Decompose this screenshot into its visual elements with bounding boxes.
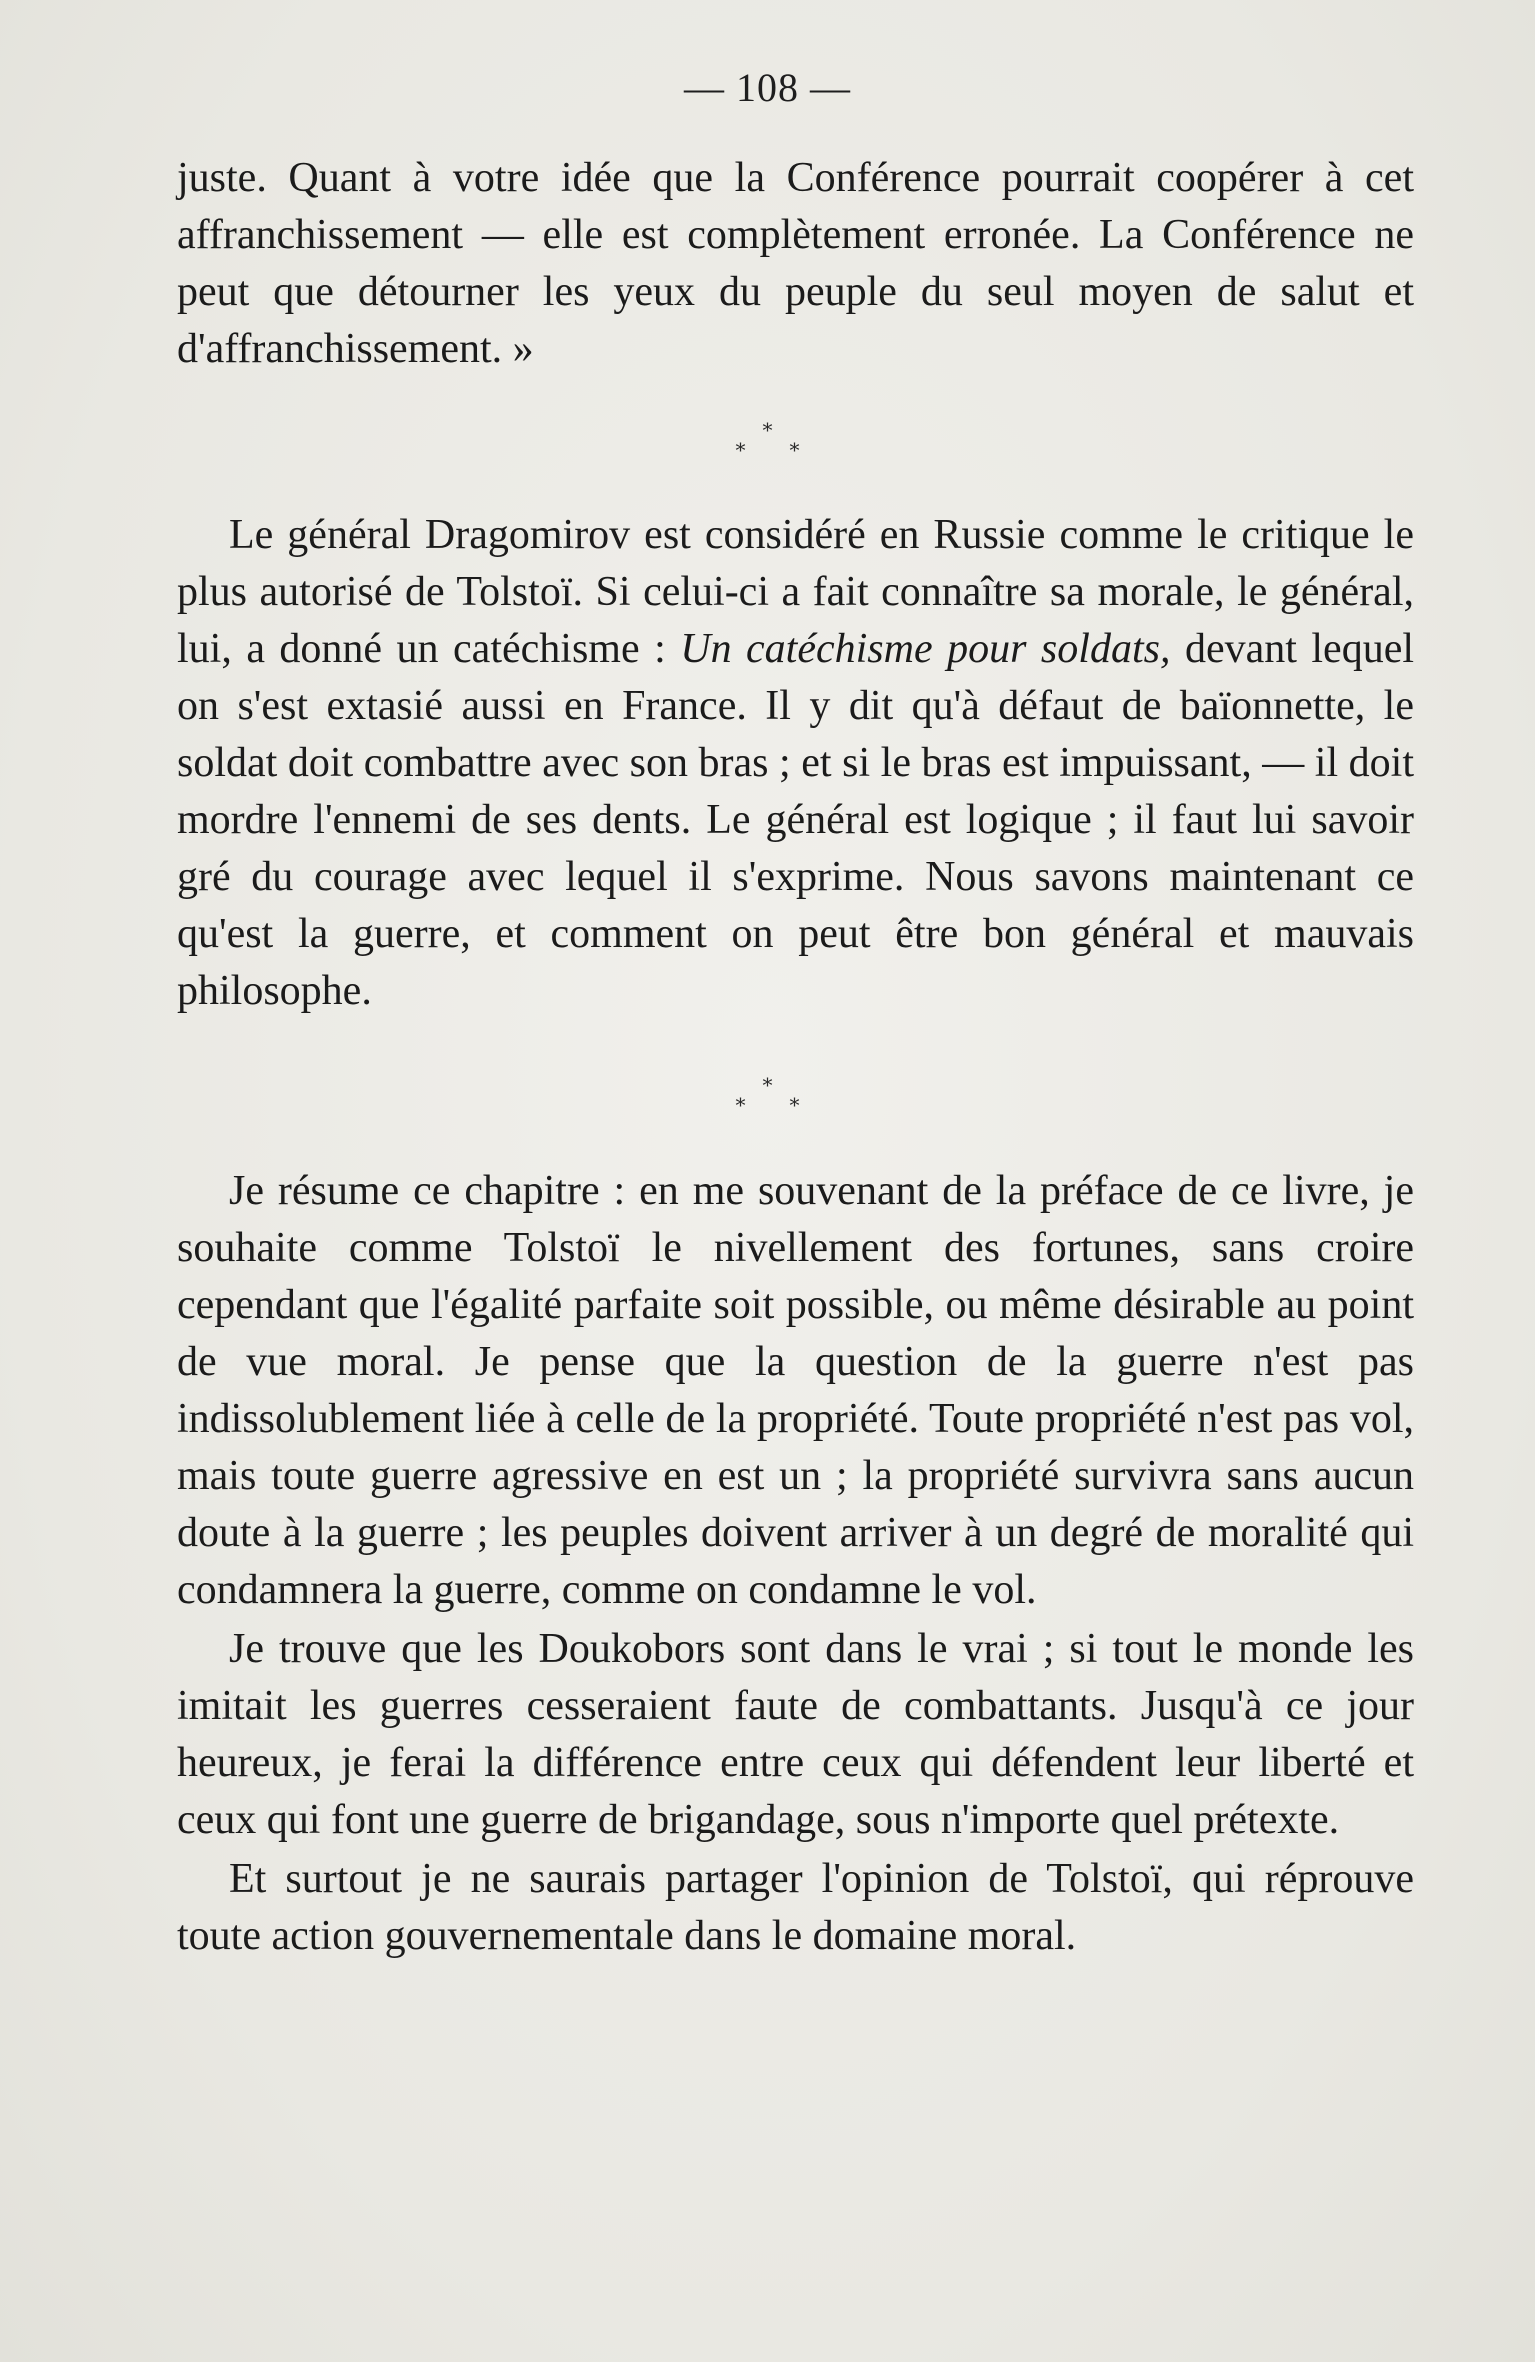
page-number: — 108 —	[684, 65, 851, 110]
text-block-1	[177, 150, 1414, 378]
asterism-star: *	[735, 1093, 790, 1117]
asterism-star: *	[762, 418, 773, 442]
paragraph: juste. Quant à votre idée que la Conférence pourrait coopérer à cet affranchissement — elle est complètement erronée. La Conférence ne peut que détourner les yeux du peuple du seul moyen de salut et d'affranchissement. »	[177, 155, 1414, 372]
paragraph-text: Le général Dragomirov est considéré en Russie comme le critique le plus autorisé de Tolstoï. Si celui-ci a fait connaître sa morale, le général, lui, a donné un catéchisme :	[177, 512, 1414, 672]
paragraph: Je résume ce chapitre : en me souvenant de la préface de ce livre, je souhaite comme Tolstoï le nivellement des fortunes, sans croire cependant que l'égalité parfaite soit possible, ou même désirable au point de vue moral. Je pense que la question de la guerre n'est pas indissolublement liée à celle de la propriété. Toute propriété n'est pas vol, mais toute guerre agressive en est un ; la propriété survivra sans aucun doute à la guerre ; les peuples doivent arriver à un degré de moralité qui condamnera la guerre, comme on condamne le vol.	[177, 1168, 1414, 1613]
paragraph: Je trouve que les Doukobors sont dans le vrai ; si tout le monde les imitait les guerres cesseraient faute de combattants. Jusqu'à ce jour heureux, je ferai la différence entre ceux qui défendent leur liberté et ceux qui font une guerre de brigandage, sous n'importe quel prétexte.	[177, 1626, 1414, 1843]
asterism-stars-pair	[44, 1095, 1535, 1115]
paragraph-text: devant lequel on s'est extasié aussi en France. Il y dit qu'à défaut de baïonnette, le soldat doit combattre avec son bras ; et si le bras est impuissant, — il doit mordre l'ennemi de ses dents. Le général est logique ; il faut lui savoir gré du courage avec lequel il s'exprime. Nous savons maintenant ce qu'est la guerre, et comment on peut être bon général et mauvais philosophe.	[177, 626, 1414, 1014]
paragraph	[177, 507, 1414, 1020]
text-block-2	[177, 507, 1414, 1020]
asterism-star: *	[735, 438, 790, 462]
text-block-3	[177, 1163, 1414, 1965]
asterism-star: *	[762, 1073, 773, 1097]
asterism-separator	[0, 420, 1535, 460]
asterism-separator	[0, 1075, 1535, 1115]
asterism-stars-pair	[44, 440, 1535, 460]
asterism-star: *	[789, 1093, 844, 1117]
book-title: Un catéchisme pour soldats,	[680, 626, 1171, 672]
paragraph: Et surtout je ne saurais partager l'opinion de Tolstoï, qui réprouve toute action gouvernementale dans le domaine moral.	[177, 1856, 1414, 1959]
asterism-star: *	[789, 438, 844, 462]
